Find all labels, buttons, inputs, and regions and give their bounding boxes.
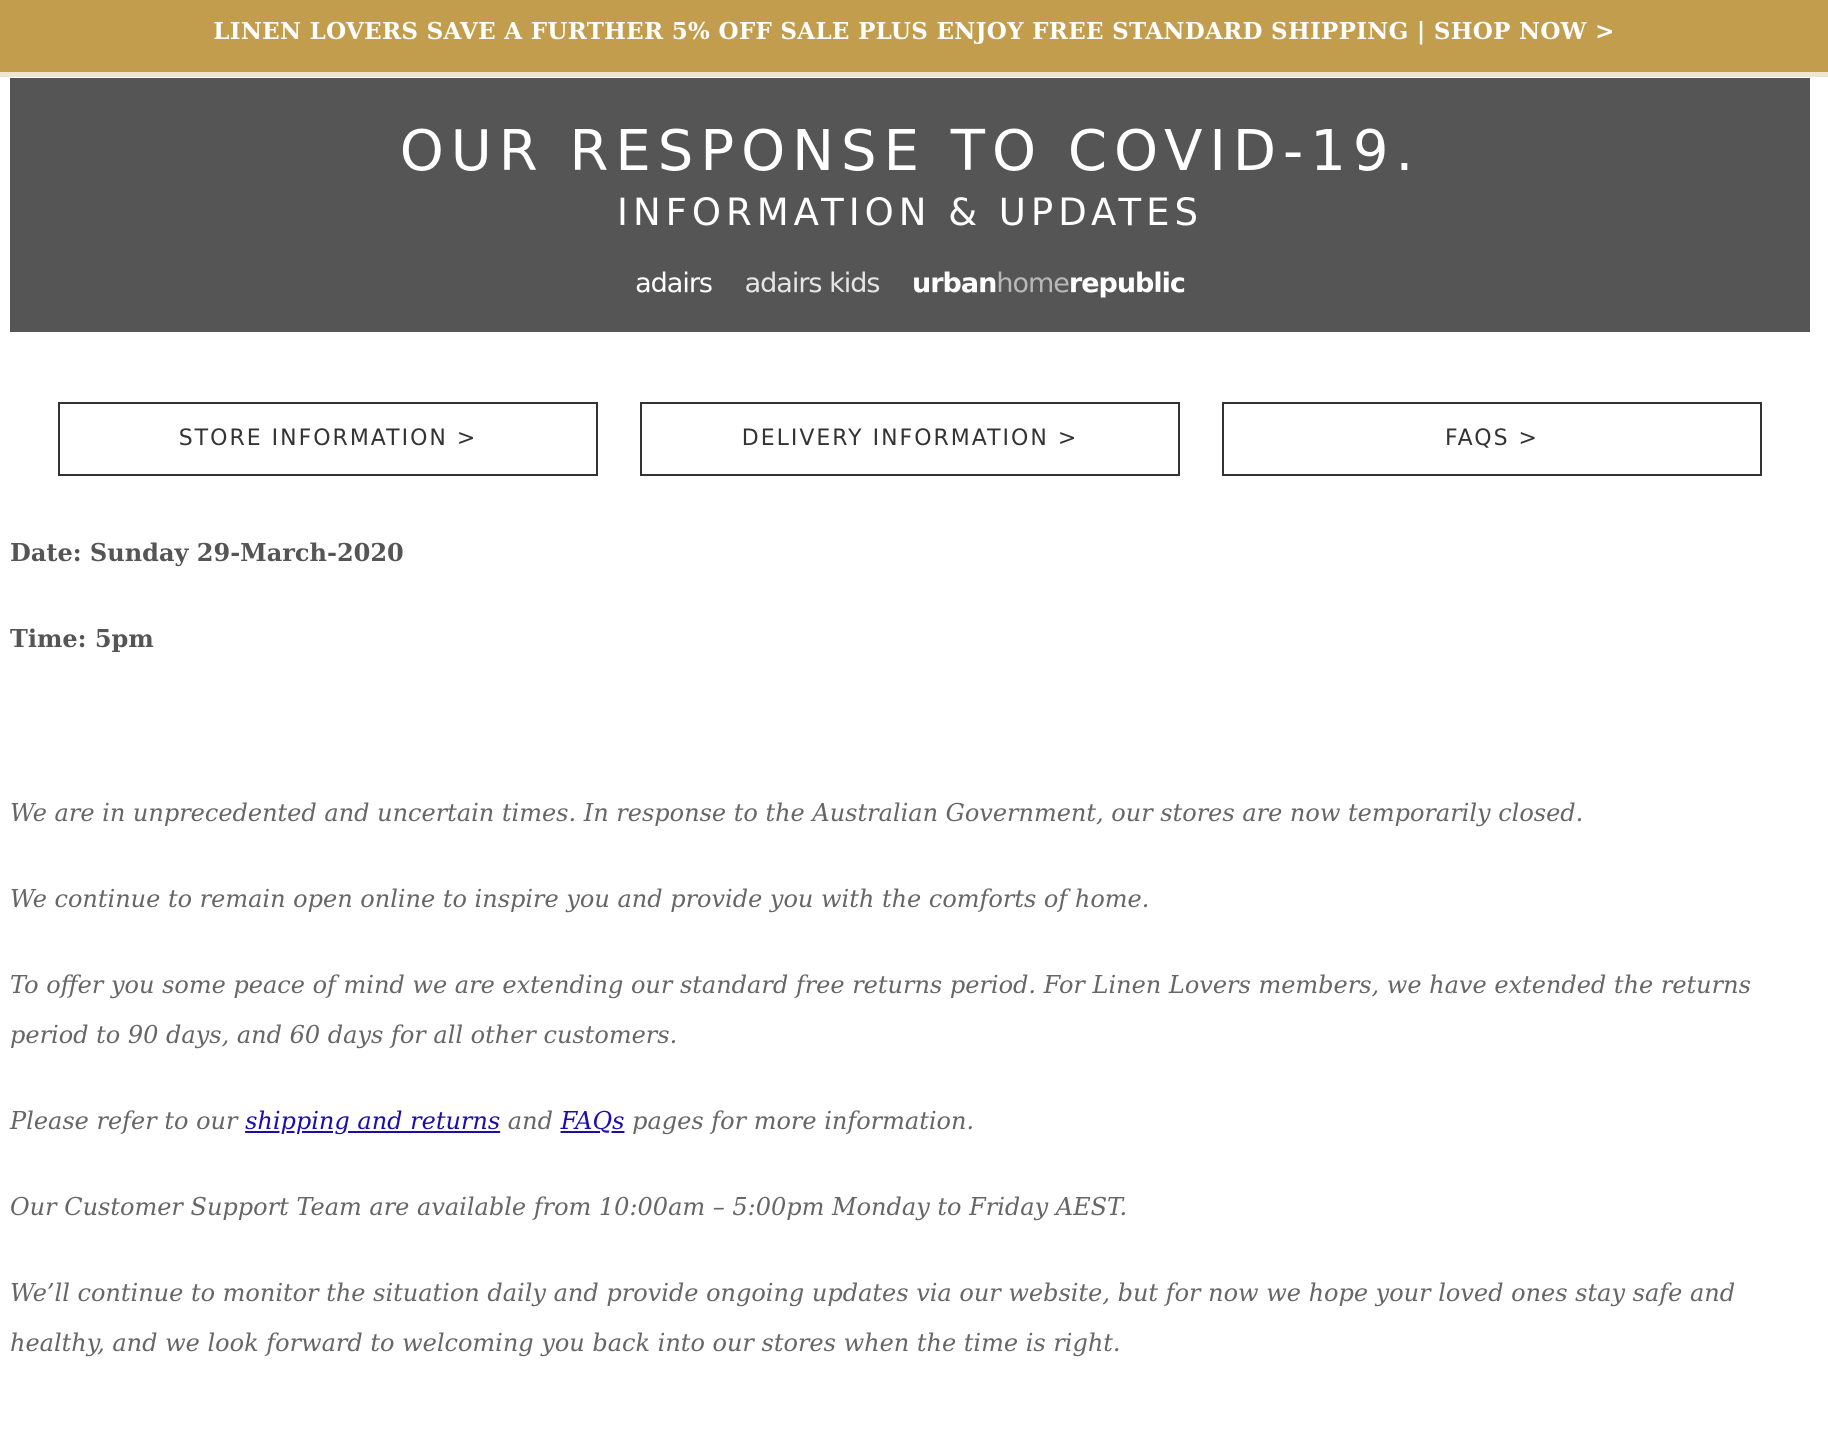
paragraph-refer-pages-text-after: pages for more information.	[624, 1107, 975, 1135]
urban-home-republic-logo	[912, 264, 1185, 304]
hero-subtitle: INFORMATION & UPDATES	[617, 191, 1203, 234]
faqs-link[interactable]: FAQs	[560, 1107, 625, 1135]
hero-title: OUR RESPONSE TO COVID-19.	[399, 119, 1421, 184]
paragraph-refer-pages-text-before: Please refer to our	[10, 1107, 246, 1135]
update-time: Time: 5pm	[10, 624, 154, 653]
paragraph-open-online: We continue to remain open online to inspire you and provide you with the comforts of home.	[10, 885, 1150, 913]
promo-banner[interactable]: LINEN LOVERS SAVE A FURTHER 5% OFF SALE PLUS ENJOY FREE STANDARD SHIPPING | SHOP NOW >	[0, 0, 1828, 72]
paragraph-ongoing-updates: We’ll continue to monitor the situation daily and provide ongoing updates via our website, but for now we hope your loved ones stay safe and healthy, and we look forward to welcoming you back into our stores when the time is right.	[10, 1279, 1736, 1357]
adairs-logo: adairs	[635, 268, 712, 299]
paragraph-support-hours: Our Customer Support Team are available from 10:00am – 5:00pm Monday to Friday AEST.	[10, 1193, 1128, 1221]
delivery-information-button[interactable]: DELIVERY INFORMATION >	[640, 402, 1180, 476]
update-date: Date: Sunday 29-March-2020	[10, 538, 404, 567]
paragraph-refer-pages-text-mid: and	[500, 1107, 561, 1135]
store-information-button[interactable]: STORE INFORMATION >	[58, 402, 598, 476]
paragraph-returns-period: To offer you some peace of mind we are extending our standard free returns period. For Linen Lovers members, we have extended the returns period to 90 days, and 60 days for all other customers.	[10, 971, 1751, 1049]
urban-home-republic-logo-home: home	[996, 268, 1069, 299]
adairs-kids-logo: adairs kids	[744, 268, 880, 299]
urban-home-republic-logo-urban: urban	[912, 268, 997, 299]
shipping-and-returns-link[interactable]: shipping and returns	[245, 1107, 501, 1135]
paragraph-refer-pages	[10, 1096, 1810, 1146]
covid-hero-banner	[10, 78, 1810, 332]
paragraph-stores-closed: We are in unprecedented and uncertain times. In response to the Australian Government, our stores are now temporarily closed.	[10, 799, 1584, 827]
urban-home-republic-logo-republic: republic	[1068, 268, 1185, 299]
brand-logos	[10, 264, 1810, 304]
faqs-button[interactable]: FAQS >	[1222, 402, 1762, 476]
promo-divider	[0, 72, 1828, 77]
